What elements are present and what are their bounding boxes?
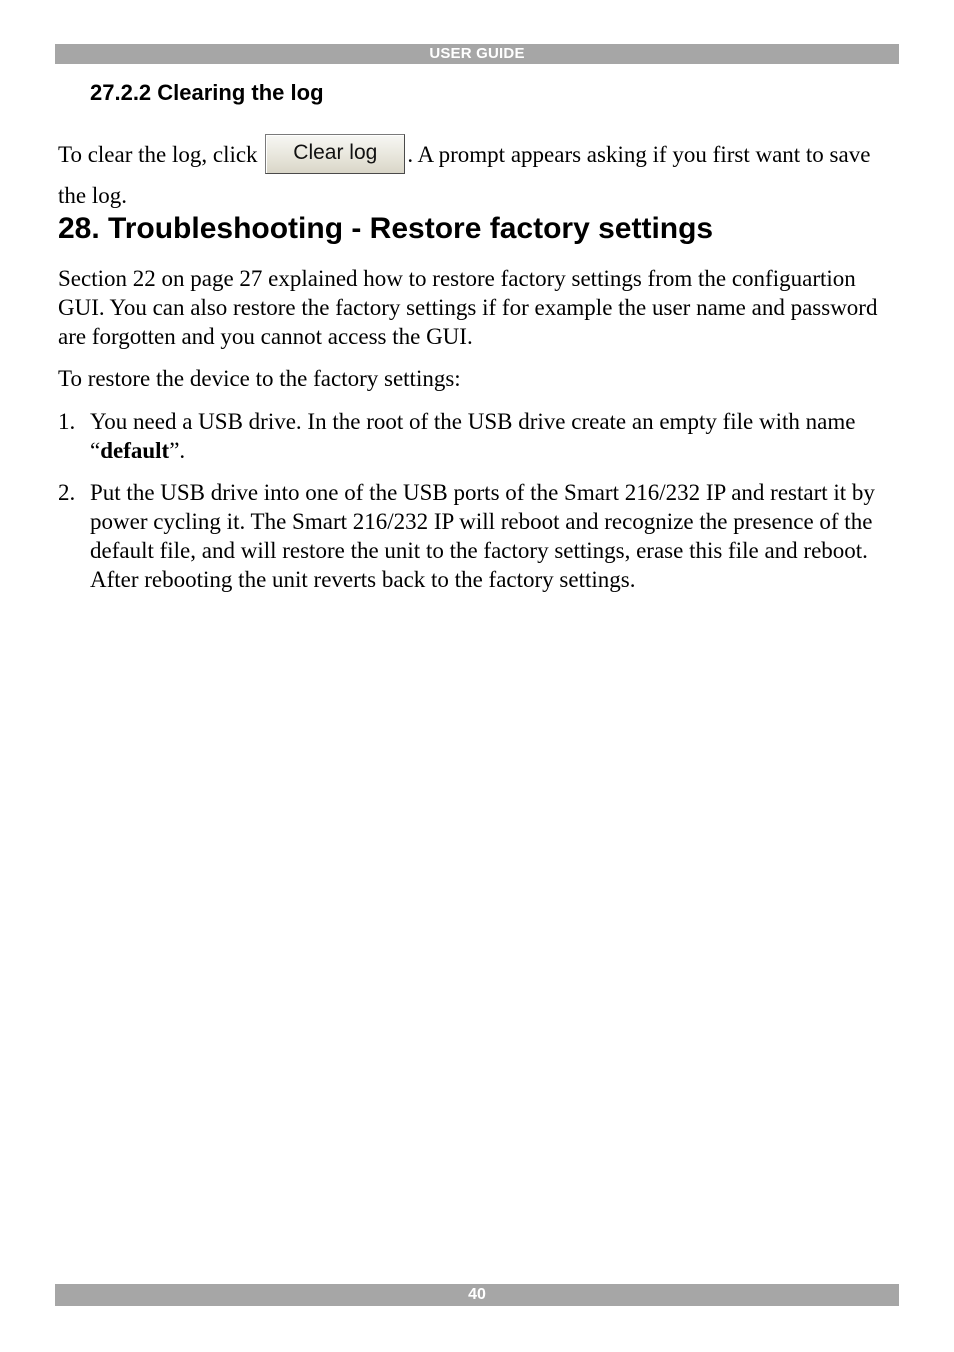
clear-log-paragraph xyxy=(58,140,898,210)
header-bar xyxy=(55,44,899,64)
clear-log-text-before: To clear the log, click xyxy=(58,142,264,167)
step1-text-after: ”. xyxy=(169,438,186,463)
step1-text-before: You need a USB drive. In the root of the USB drive create an empty file with name “ xyxy=(90,409,856,463)
list-item xyxy=(58,478,898,594)
section-title: 28. Troubleshooting - Restore factory settings xyxy=(58,212,714,245)
page-number: 40 xyxy=(468,1286,486,1303)
footer-bar xyxy=(55,1284,899,1306)
list-item-text: Put the USB drive into one of the USB ports of the Smart 216/232 IP and restart it by power cycling it. The Smart 216/232 IP will reboot and recognize the presence of the default file, and will restore the unit to the factory settings, erase this file and reboot. After rebooting the unit reverts back to the factory settings. xyxy=(90,480,875,592)
clear-log-text-after: . A prompt appears asking if you first want to save the log. xyxy=(58,142,871,208)
header-title: USER GUIDE xyxy=(429,45,525,62)
section-lead: To restore the device to the factory settings: xyxy=(58,366,461,391)
section-intro: Section 22 on page 27 explained how to restore factory settings from the configuartion GUI. You can also restore the factory settings if for example the user name and password are forgotten and you cannot access the GUI. xyxy=(58,266,878,349)
list-item-text xyxy=(90,407,898,465)
list-item-number: 1. xyxy=(58,409,76,434)
step1-bold-filename: default xyxy=(100,438,170,463)
list-item-number: 2. xyxy=(58,480,76,505)
list-item xyxy=(58,407,898,465)
clear-log-button[interactable]: Clear log xyxy=(265,134,405,174)
subsection-title: 27.2.2 Clearing the log xyxy=(90,80,324,105)
